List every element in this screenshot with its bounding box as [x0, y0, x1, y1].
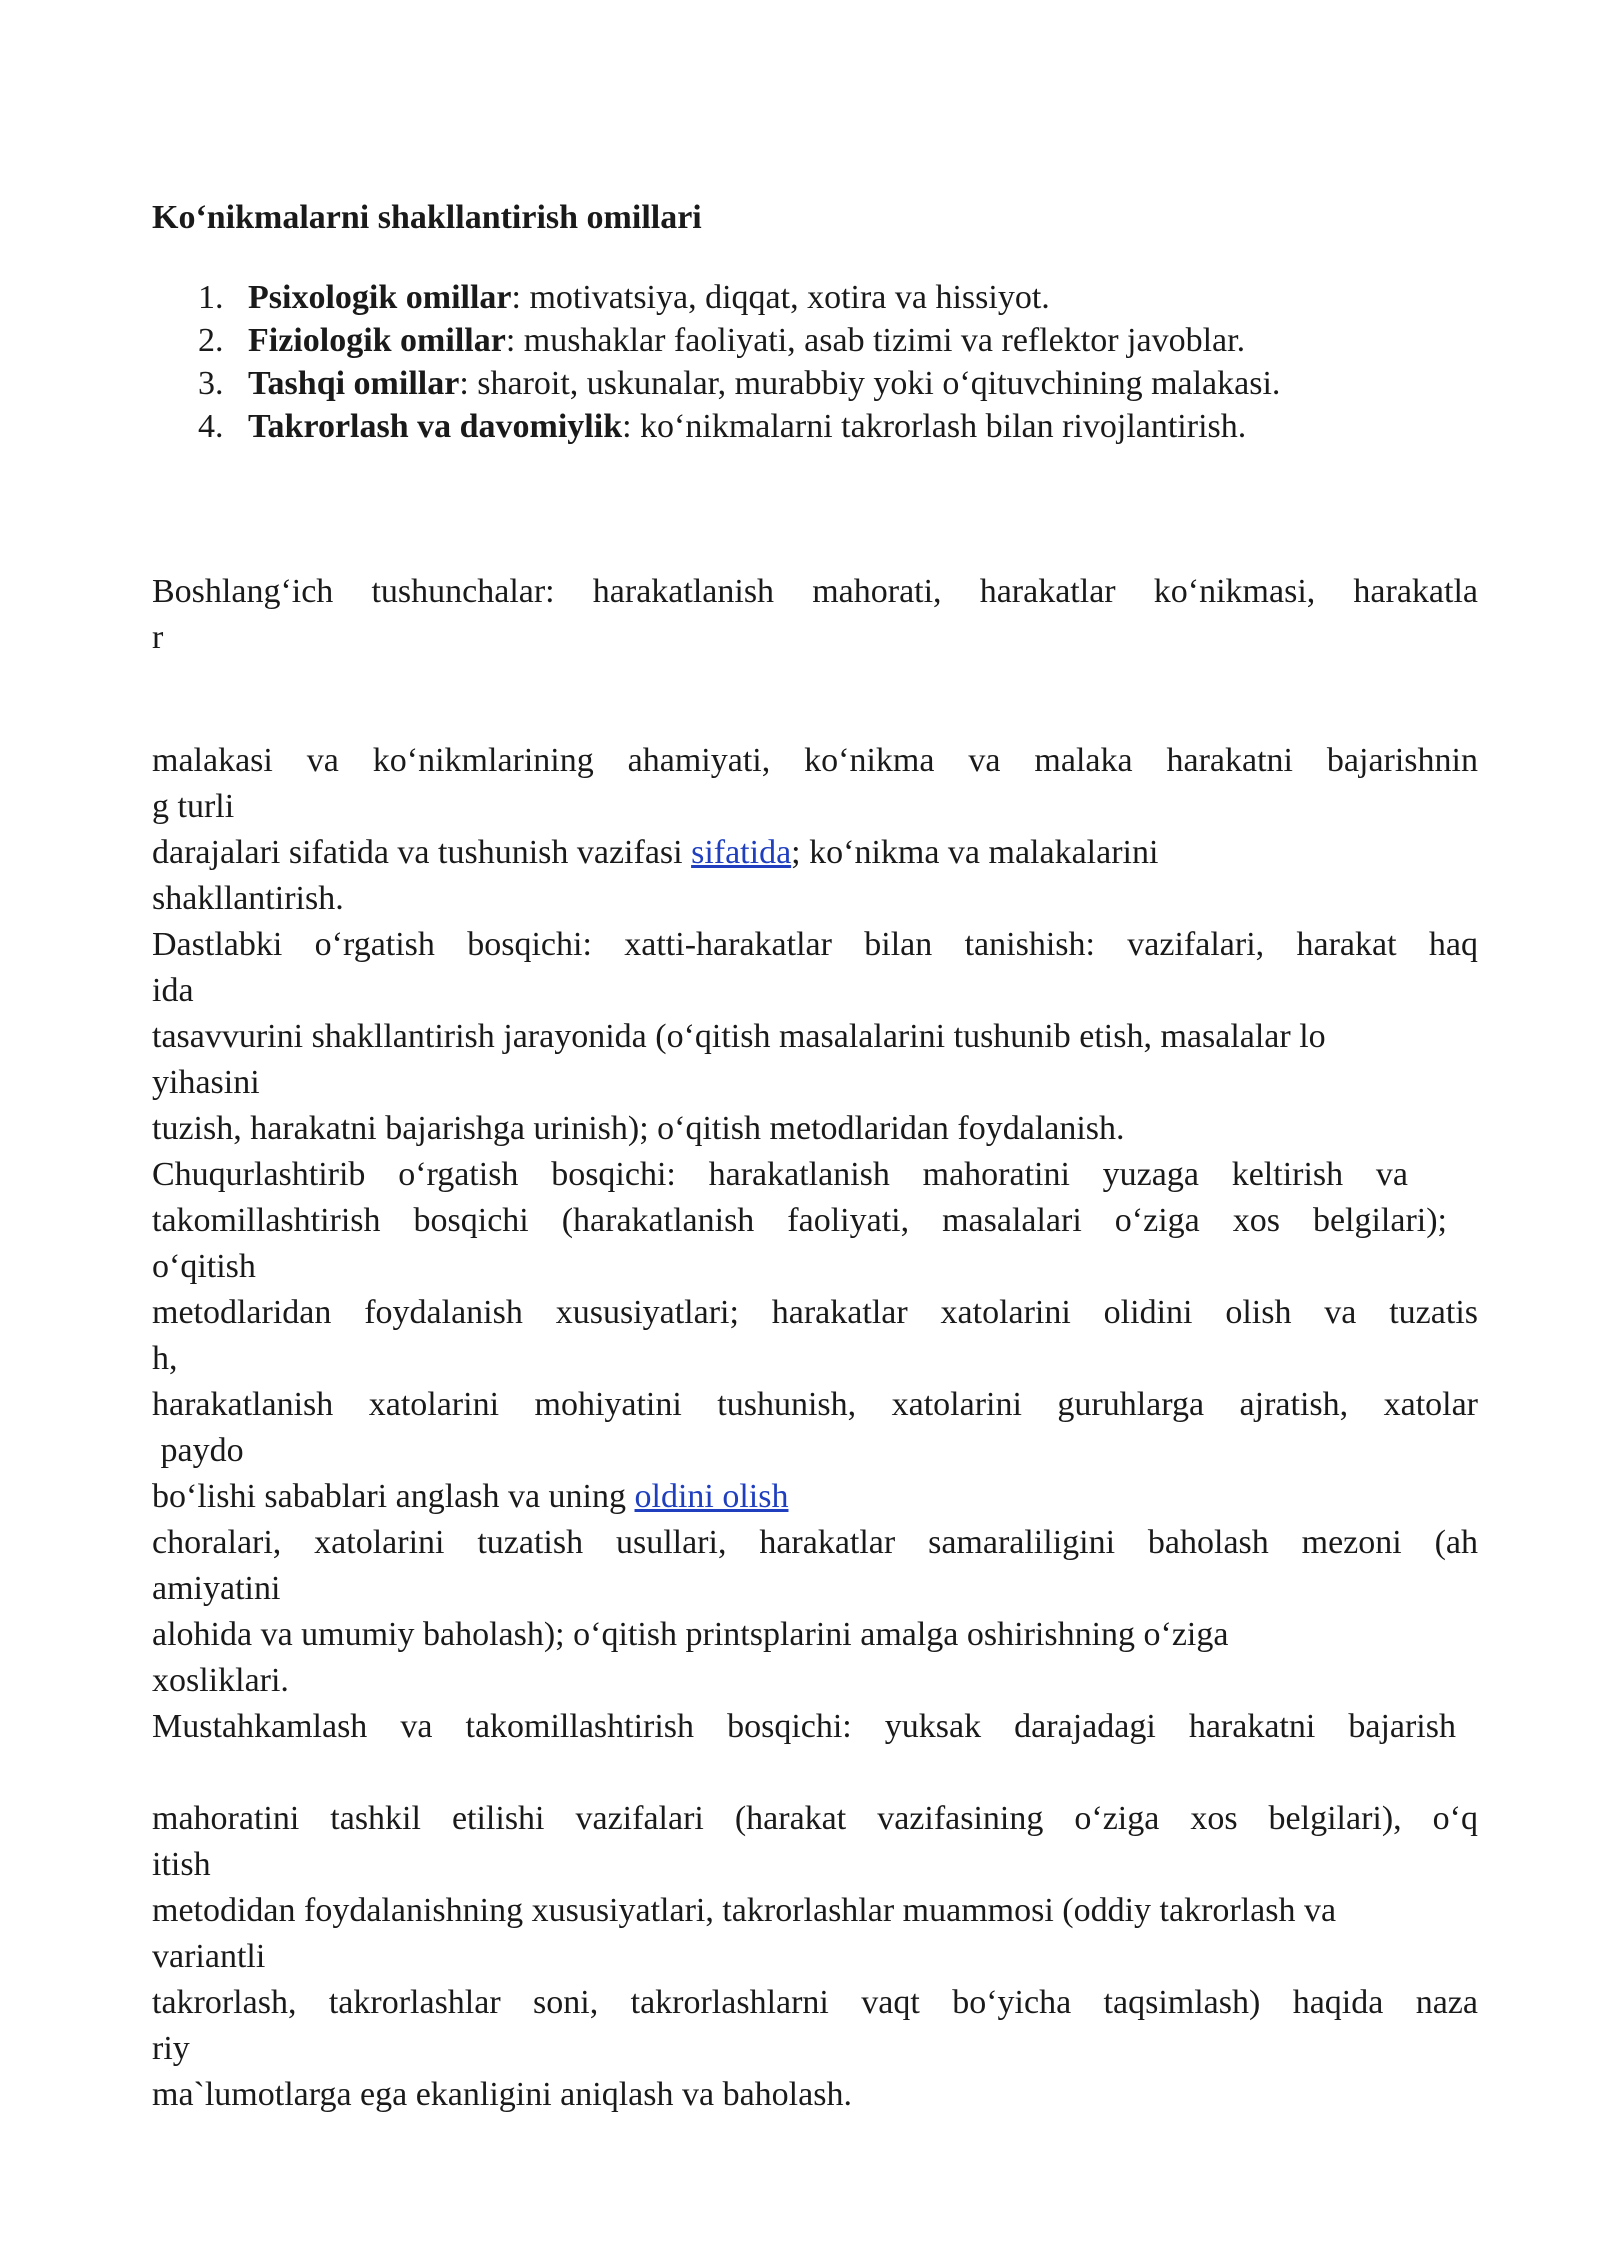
- body-text-line: xosliklari.: [152, 1662, 289, 1699]
- list-description: : mushaklar faoliyati, asab tizimi va reflektor javoblar.: [505, 322, 1246, 359]
- body-text-line: ida: [152, 972, 194, 1009]
- body-text-line: Mustahkamlash va takomillashtirish bosqichi: yuksak darajadagi harakatni bajarish: [152, 1708, 1456, 1745]
- body-text-line: mahoratini tashkil etilishi vazifalari (harakat vazifasining o‘ziga xos belgilari), o‘q: [152, 1800, 1478, 1837]
- body-text-segment: ; ko‘nikma va malakalarini: [791, 834, 1159, 871]
- list-description: : ko‘nikmalarni takrorlash bilan rivojlantirish.: [622, 408, 1247, 445]
- body-text-segment: darajalari sifatida va tushunish vazifasi: [152, 834, 692, 871]
- list-number: 4.: [198, 408, 224, 445]
- body-text-line: tasavvurini shakllantirish jarayonida (o‘qitish masalalarini tushunib etish, masalalar lo: [152, 1018, 1326, 1055]
- list-term: Takrorlash va davomiylik: [248, 408, 623, 445]
- body-text-line: [152, 830, 1158, 876]
- list-item: [152, 362, 1280, 405]
- list-number: 3.: [198, 365, 224, 402]
- body-text-line: Dastlabki o‘rgatish bosqichi: xatti-harakatlar bilan tanishish: vazifalari, harakat haq: [152, 926, 1478, 963]
- list-description: : motivatsiya, diqqat, xotira va hissiyot.: [511, 279, 1050, 316]
- body-text-line: takomillashtirish bosqichi (harakatlanish faoliyati, masalalari o‘ziga xos belgilari);: [152, 1202, 1447, 1239]
- list-number: 1.: [198, 279, 224, 316]
- body-text-segment: bo‘lishi sabablari anglash va uning: [152, 1478, 635, 1515]
- body-text-line: r: [152, 619, 164, 656]
- body-text-line: harakatlanish xatolarini mohiyatini tushunish, xatolarini guruhlarga ajratish, xatolar: [152, 1386, 1478, 1423]
- section-heading: Ko‘nikmalarni shakllantirish omillari: [152, 199, 702, 236]
- body-text-line: metodlaridan foydalanish xususiyatlari; harakatlar xatolarini olidini olish va tuzatis: [152, 1294, 1478, 1331]
- list-term: Psixologik omillar: [248, 279, 512, 316]
- list-item: [152, 276, 1280, 319]
- body-text-line: shakllantirish.: [152, 880, 344, 917]
- body-text-line: takrorlash, takrorlashlar soni, takrorlashlarni vaqt bo‘yicha taqsimlash) haqida naza: [152, 1984, 1478, 2021]
- oldini-olish-link[interactable]: oldini olish: [634, 1478, 789, 1515]
- body-text-line: malakasi va ko‘nikmlarining ahamiyati, ko‘nikma va malaka harakatni bajarishnin: [152, 742, 1478, 779]
- body-text-line: Boshlang‘ich tushunchalar: harakatlanish mahorati, harakatlar ko‘nikmasi, harakatla: [152, 573, 1478, 610]
- body-text-line: o‘qitish: [152, 1248, 256, 1285]
- body-text-line: choralari, xatolarini tuzatish usullari, harakatlar samaraliligini baholash mezoni (ah: [152, 1524, 1478, 1561]
- body-text-line: riy: [152, 2030, 190, 2067]
- body-text-line: h,: [152, 1340, 178, 1377]
- list-term: Fiziologik omillar: [248, 322, 506, 359]
- body-text-line: tuzish, harakatni bajarishga urinish); o‘qitish metodlaridan foydalanish.: [152, 1110, 1125, 1147]
- list-term: Tashqi omillar: [248, 365, 460, 402]
- body-text-line: itish: [152, 1846, 211, 1883]
- body-text-line: g turli: [152, 788, 235, 825]
- list-number: 2.: [198, 322, 224, 359]
- body-text-line: [152, 1474, 788, 1520]
- list-item: [152, 319, 1280, 362]
- sifatida-link[interactable]: sifatida: [691, 834, 792, 871]
- list-description: : sharoit, uskunalar, murabbiy yoki o‘qituvchining malakasi.: [459, 365, 1281, 402]
- body-text-line: ma`lumotlarga ega ekanligini aniqlash va baholash.: [152, 2076, 852, 2113]
- body-text-line: paydo: [152, 1432, 244, 1469]
- factors-list: [152, 276, 1280, 448]
- body-text-line: amiyatini: [152, 1570, 281, 1607]
- body-text-line: Chuqurlashtirib o‘rgatish bosqichi: harakatlanish mahoratini yuzaga keltirish va: [152, 1156, 1408, 1193]
- body-text-line: alohida va umumiy baholash); o‘qitish printsplarini amalga oshirishning o‘ziga: [152, 1616, 1229, 1653]
- body-text-line: yihasini: [152, 1064, 260, 1101]
- list-item: [152, 405, 1280, 448]
- body-text-line: metodidan foydalanishning xususiyatlari, takrorlashlar muammosi (oddiy takrorlash va: [152, 1892, 1337, 1929]
- body-text-line: variantli: [152, 1938, 266, 1975]
